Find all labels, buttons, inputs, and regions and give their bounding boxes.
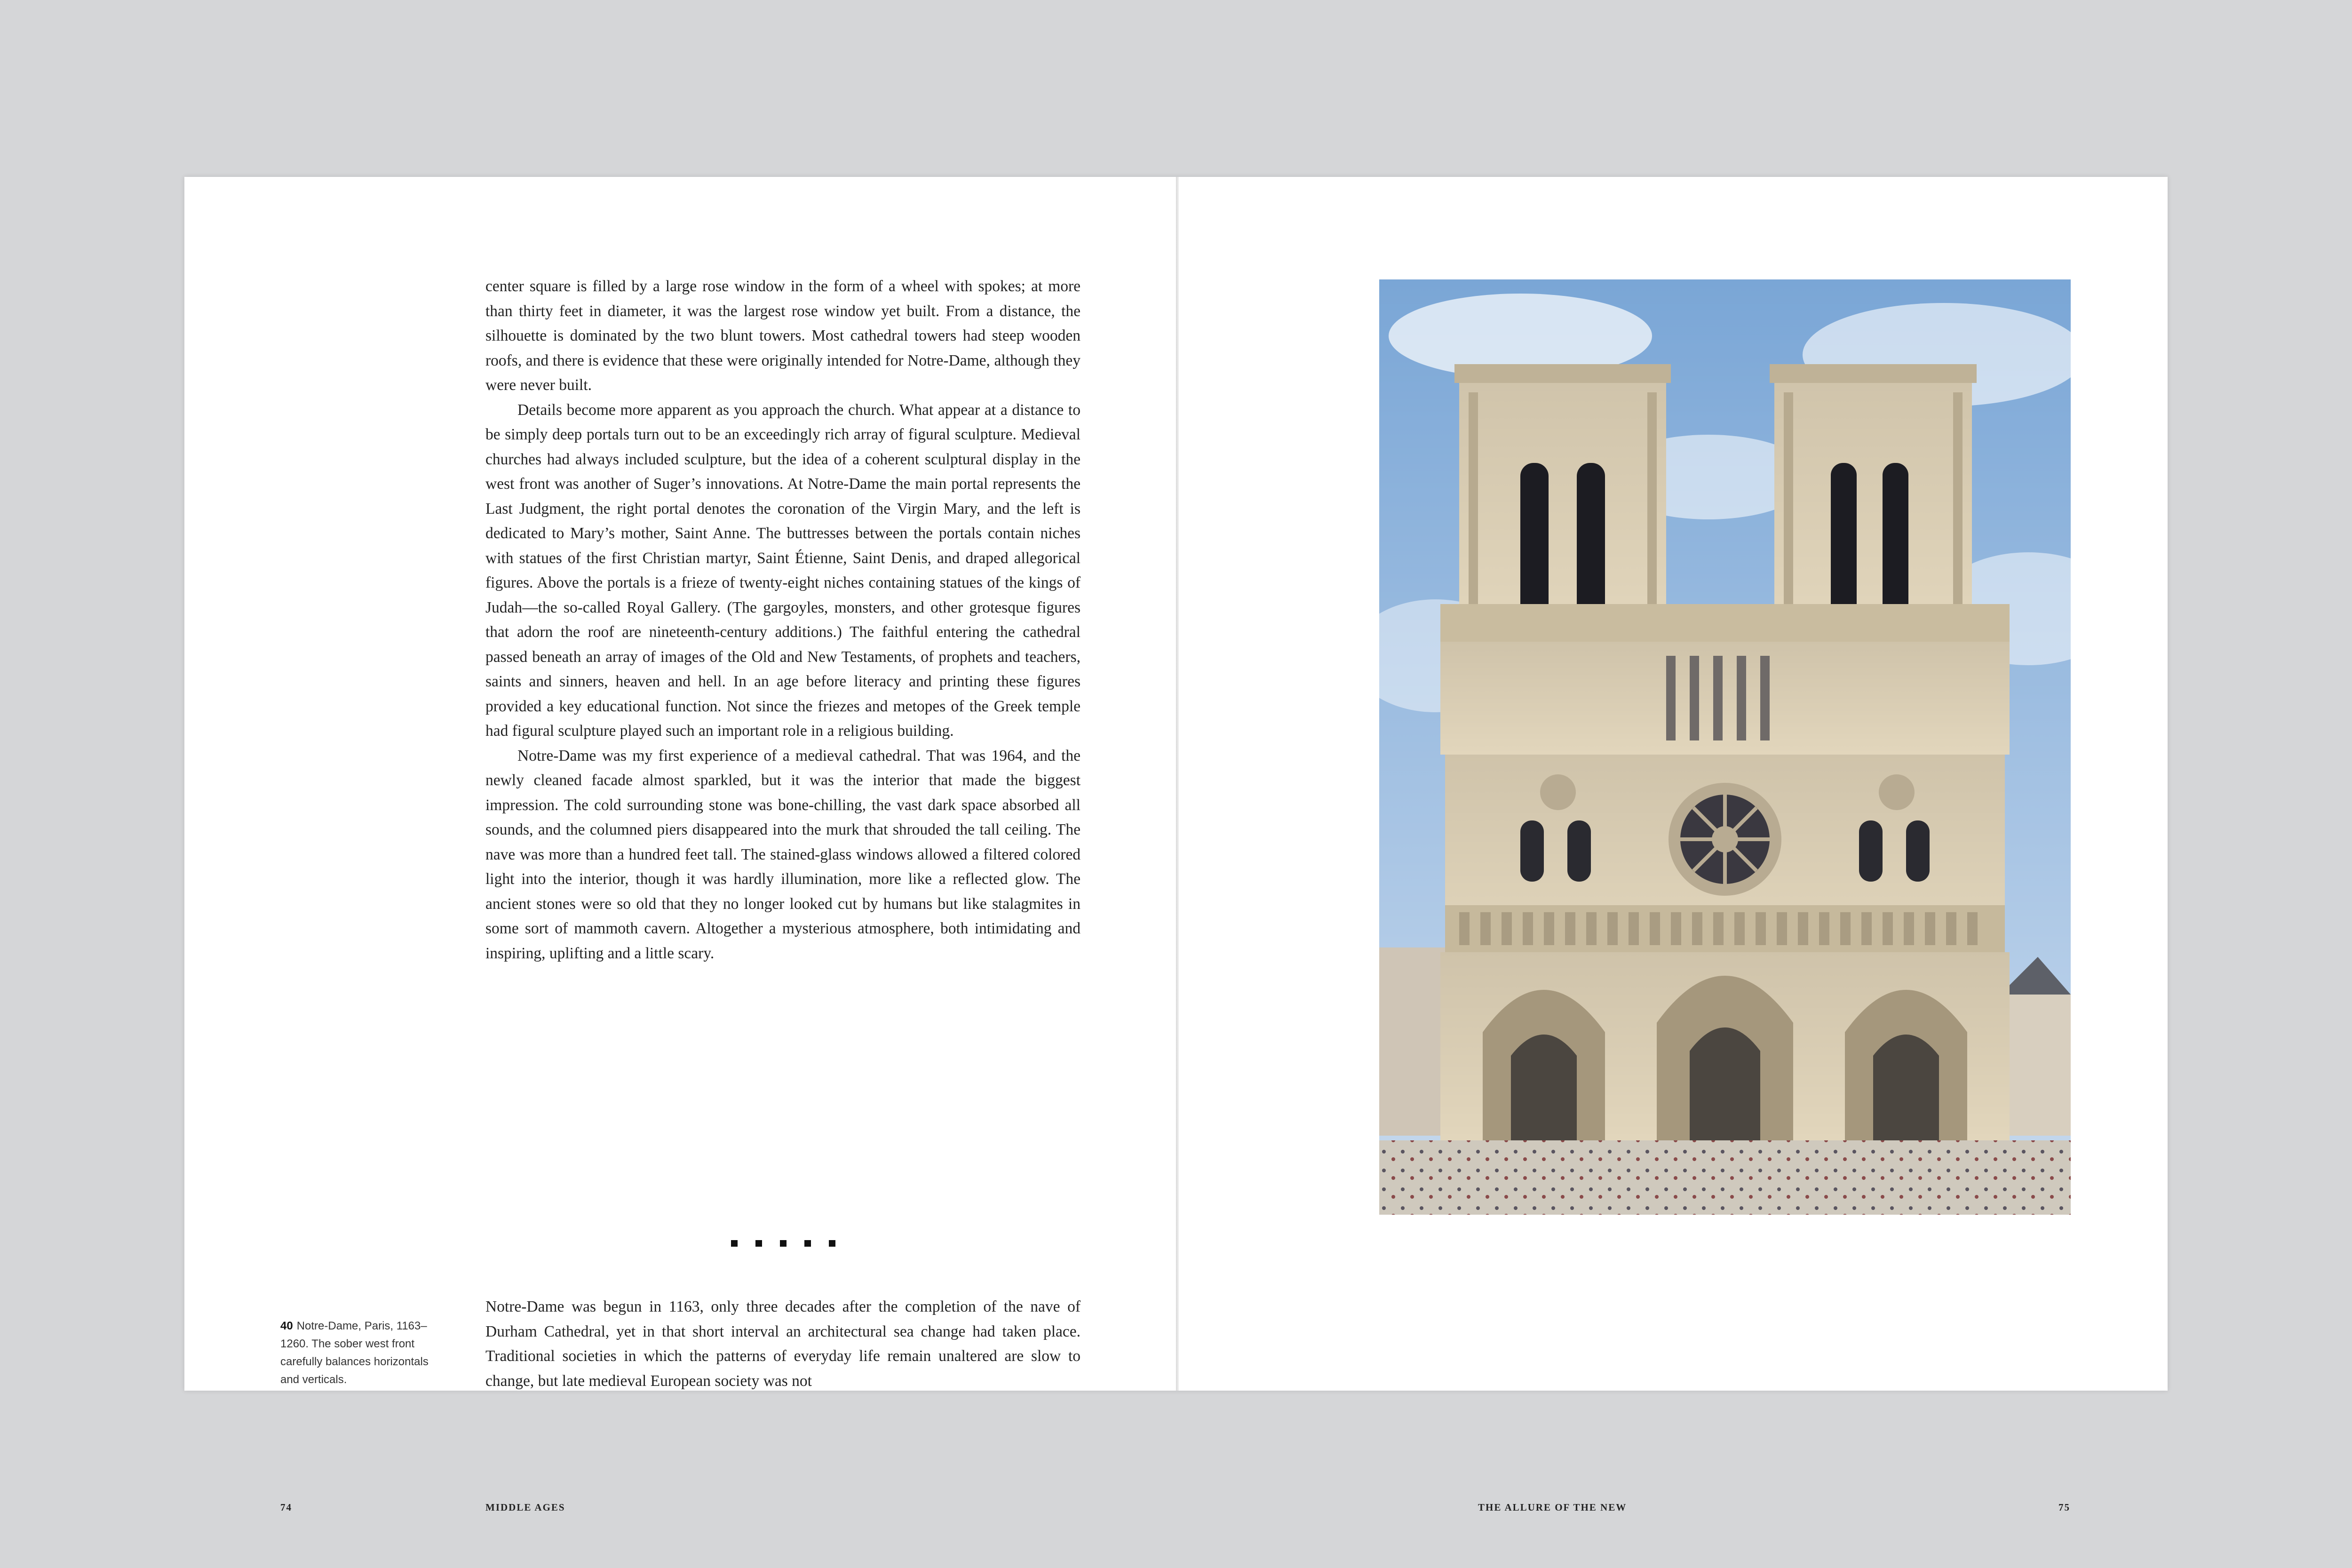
body-text-continued [485, 1295, 1081, 1393]
paragraph: Notre-Dame was my first experience of a medieval cathedral. That was 1964, and the newly cleaned facade almost sparkled, but it was the interior that made the biggest impression. The cold surrounding stone was bone-chilling, the vast dark space absorbed all sounds, and the columned piers disappeared into the murk that shrouded the tall ceiling. The nave was more than a hundred feet tall. The stained-glass windows allowed a filtered colored light into the interior, though it was hardly illumination, more like a reflected glow. The ancient stones were so old that they no longer looked cut by humans but like stalagmites in some sort of mammoth cavern. Altogether a mysterious atmosphere, both intimidating and inspiring, uplifting and a little scary. [485, 747, 1081, 962]
cathedral-photo [1379, 279, 2071, 1215]
book-gutter [1176, 177, 1178, 1391]
figure-caption [280, 1317, 436, 1389]
ornament-square [731, 1240, 738, 1247]
running-head-left: MIDDLE AGES [485, 1502, 565, 1513]
page-number-right: 75 [2058, 1502, 2070, 1513]
book-spread [184, 177, 2168, 1513]
caption-text: Notre-Dame, Paris, 1163–1260. The sober west front carefully balances horizontals and verticals. [280, 1320, 429, 1386]
ornament-square [780, 1240, 787, 1247]
ornament-square [804, 1240, 811, 1247]
paragraph: center square is filled by a large rose window in the form of a wheel with spokes; at more than thirty feet in diameter, it was the largest rose window yet built. From a distance, the silhouette is dominated by the two blunt towers. Most cathedral towers had steep wooden roofs, and there is evidence that these were originally intended for Notre-Dame, although they were never built. [485, 278, 1081, 394]
section-break-ornament [485, 1238, 1081, 1249]
running-head-right: THE ALLURE OF THE NEW [1478, 1502, 1627, 1513]
body-text [485, 274, 1081, 966]
ornament-square [829, 1240, 835, 1247]
page-number-left: 74 [280, 1502, 292, 1513]
ornament-square [755, 1240, 762, 1247]
paragraph: Notre-Dame was begun in 1163, only three decades after the completion of the nave of Durham Cathedral, yet in that short interval an architectural sea change had taken place. Traditional societies in which the patterns of everyday life remain unaltered are slow to change, but late medieval European society was not [485, 1298, 1081, 1390]
paragraph: Details become more apparent as you approach the church. What appear at a distance to be simply deep portals turn out to be an exceedingly rich array of figural sculpture. Medieval churches had always included sculpture, but the idea of a coherent sculptural display in the west front was another of Suger’s innovations. At Notre-Dame the main portal represents the Last Judgment, the right portal denotes the coronation of the Virgin Mary, and the left is dedicated to Mary’s mother, Saint Anne. The buttresses between the portals contain niches with statues of the first Christian martyr, Saint Étienne, Saint Denis, and draped allegorical figures. Above the portals is a frieze of twenty-eight niches containing statues of the kings of Judah—the so-called Royal Gallery. (The gargoyles, monsters, and other grotesque figures that adorn the roof are nineteenth-century additions.) The faithful entering the cathedral passed beneath an array of images of the Old and New Testaments, of prophets and teachers, saints and sinners, heaven and hell. In an age before literacy and printing these figures provided a key educational function. Not since the friezes and metopes of the Greek temple had figural sculpture played such an important role in a religious building. [485, 401, 1081, 740]
caption-number: 40 [280, 1320, 293, 1332]
